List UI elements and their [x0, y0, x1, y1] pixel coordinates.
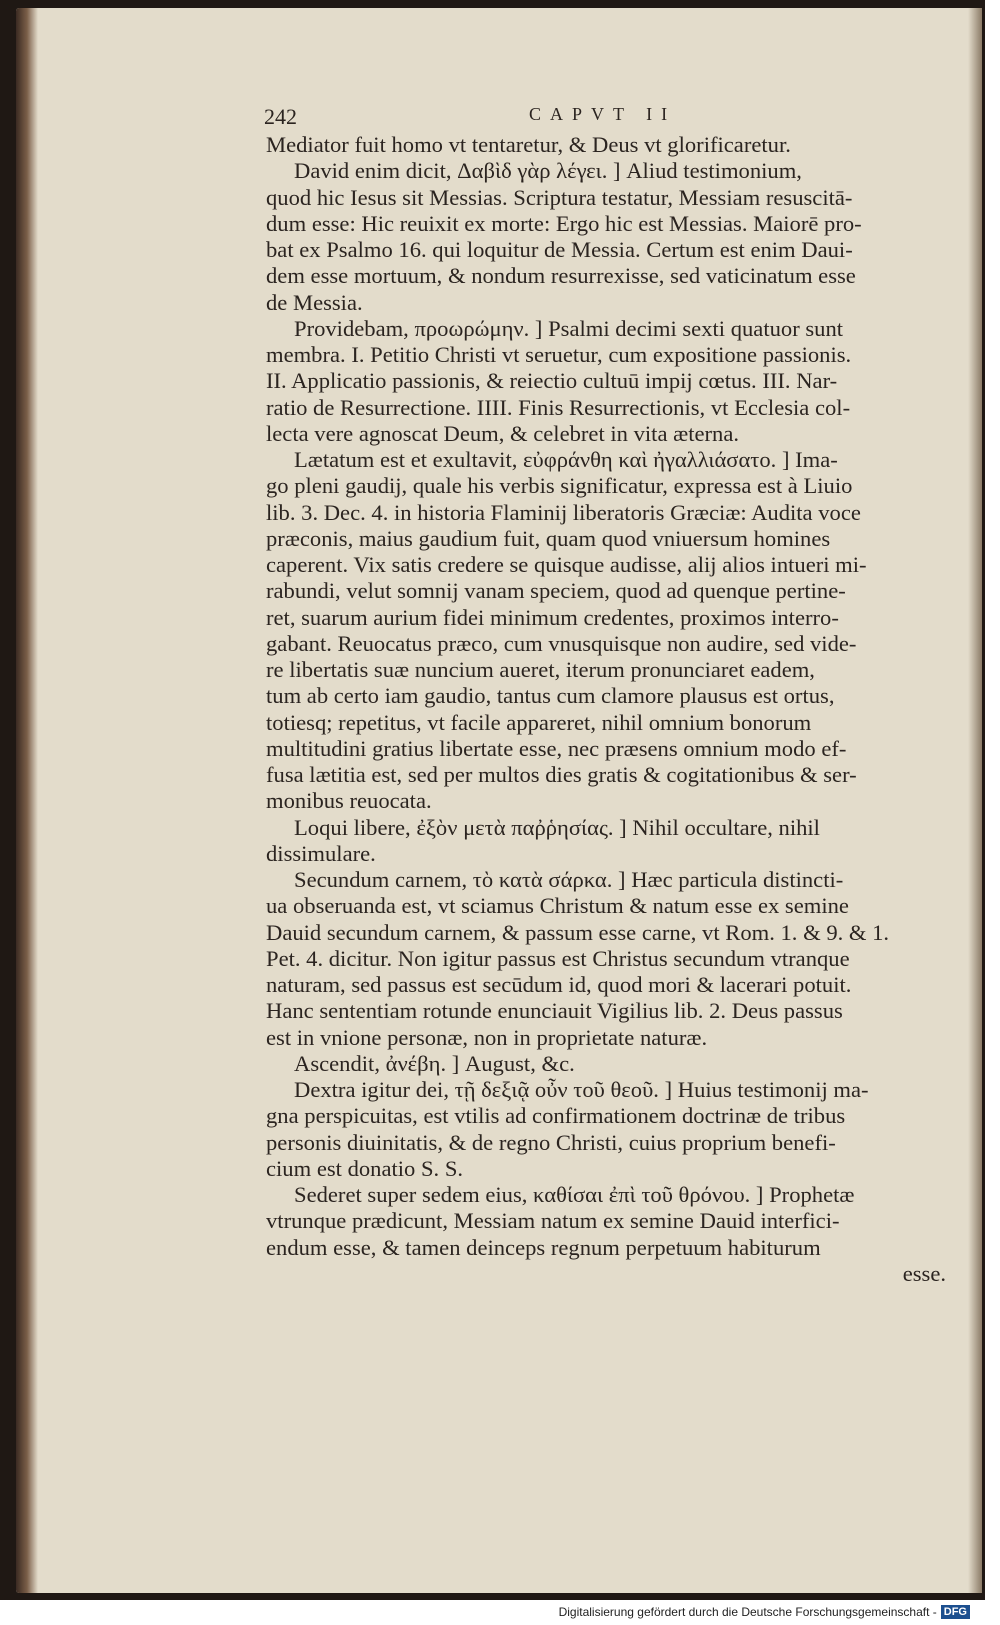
text-line: lib. 3. Dec. 4. in historia Flaminij liberatoris Græciæ: Audita voce [266, 499, 861, 525]
text-line: Pet. 4. dicitur. Non igitur passus est Christus secundum vtranque [266, 945, 850, 971]
text-line: Dauid secundum carnem, & passum esse carne, vt Rom. 1. & 9. & 1. [266, 919, 890, 945]
text-line: lecta vere agnoscat Deum, & celebret in vita æterna. [266, 420, 740, 446]
text-line: Mediator fuit homo vt tentaretur, & Deus vt glorificaretur. [266, 132, 791, 157]
text-line: Hanc sententiam rotunde enunciauit Vigilius lib. 2. Deus passus [266, 998, 843, 1024]
text-line: II. Applicatio passionis, & reiectio cultuū impij cœtus. III. Nar- [266, 368, 838, 394]
text-line: monibus reuocata. [266, 788, 432, 814]
text-line: Ascendit, ἀνέβη. ] August, &c. [294, 1050, 575, 1076]
text-line: vtrunque prædicunt, Messiam natum ex semine Dauid interfici- [266, 1208, 840, 1234]
dfg-logo: DFG [941, 1605, 970, 1619]
text-line: ua obseruanda est, vt sciamus Christum & natum esse ex semine [266, 893, 849, 919]
text-line: Providebam, προωρώμην. ] Psalmi decimi sexti quatuor sunt [294, 315, 844, 341]
catchword: esse. [902, 1260, 946, 1286]
page-number: 242 [264, 104, 297, 129]
text-line: Secundum carnem, τὸ κατὰ σάρκα. ] Hæc particula distincti- [294, 867, 844, 892]
text-line: quod hic Iesus sit Messias. Scriptura testatur, Messiam resuscitā- [266, 184, 853, 210]
text-line: Dextra igitur dei, τῇ δεξιᾷ οὖν τοῦ θεοῦ. ] Huius testimonij ma- [294, 1077, 869, 1102]
text-line: gabant. Reuocatus præco, cum vnusquisque non audire, sed vide- [266, 630, 857, 656]
text-line: go pleni gaudij, quale his verbis significatur, expressa est à Liuio [266, 473, 853, 499]
text-line: dissimulare. [266, 840, 376, 866]
text-line: dum esse: Hic reuixit ex morte: Ergo hic est Messias. Maiorē pro- [266, 210, 862, 236]
text-line: est in vnione personæ, non in proprietate naturæ. [266, 1024, 708, 1050]
text-line: gna perspicuitas, est vtilis ad confirmationem doctrinæ de tribus [266, 1103, 846, 1129]
text-line: cium est donatio S. S. [266, 1155, 464, 1181]
footer-text: Digitalisierung gefördert durch die Deutsche Forschungsgemeinschaft - [558, 1605, 937, 1619]
page-header [264, 104, 944, 130]
text-line: præconis, maius gaudium fuit, quam quod vniuersum homines [266, 525, 831, 551]
text-line: fusa lætitia est, sed per multos dies gratis & cogitationibus & ser- [266, 762, 857, 787]
text-line: Loqui libere, ἐξὸν μετὰ παῤῥησίας. ] Nihil occultare, nihil [294, 814, 820, 840]
text-line: re libertatis suæ nuncium aueret, iterum pronunciaret eadem, [266, 657, 815, 682]
text-line: David enim dicit, Δαβὶδ γὰρ λέγει. ] Aliud testimonium, [294, 158, 802, 184]
text-line: endum esse, & tamen deinceps regnum perpetuum habiturum [266, 1234, 821, 1260]
text-line: caperent. Vix satis credere se quisque audisse, alij alios intueri mi- [266, 552, 867, 577]
text-line: ratio de Resurrectione. IIII. Finis Resurrectionis, vt Ecclesia col- [266, 394, 851, 420]
body-text [266, 132, 956, 1287]
text-line: personis diuinitatis, & de regno Christi, cuius proprium benefi- [266, 1129, 836, 1155]
running-head: CAPVT II [529, 104, 677, 124]
text-line: dem esse mortuum, & nondum resurrexisse, sed vaticinatum esse [266, 263, 856, 289]
text-line: membra. I. Petitio Christi vt seruetur, cum expositione passionis. [266, 342, 852, 367]
text-line: tum ab certo iam gaudio, tantus cum clamore plausus est ortus, [266, 683, 835, 709]
text-line: naturam, sed passus est secūdum id, quod mori & lacerari potuit. [266, 972, 852, 997]
text-line: multitudini gratius libertate esse, nec præsens omnium modo ef- [266, 735, 847, 761]
text-line: Sederet super sedem eius, καθίσαι ἐπὶ τοῦ θρόνου. ] Prophetæ [294, 1182, 855, 1207]
digitization-footer [559, 1605, 970, 1619]
text-line: Lætatum est et exultavit, εὐφράνθη καὶ ἠγαλλιάσατο. ] Ima- [294, 447, 838, 472]
text-line: totiesq; repetitus, vt facile appareret, nihil omnium bonorum [266, 709, 812, 735]
text-line: bat ex Psalmo 16. qui loquitur de Messia. Certum est enim Daui- [266, 237, 853, 262]
text-line: ret, suarum aurium fidei minimum credentes, proximos interro- [266, 604, 839, 630]
text-line: de Messia. [266, 289, 363, 315]
text-line: rabundi, velut somnij vanam speciem, quod ad quenque pertine- [266, 578, 846, 604]
